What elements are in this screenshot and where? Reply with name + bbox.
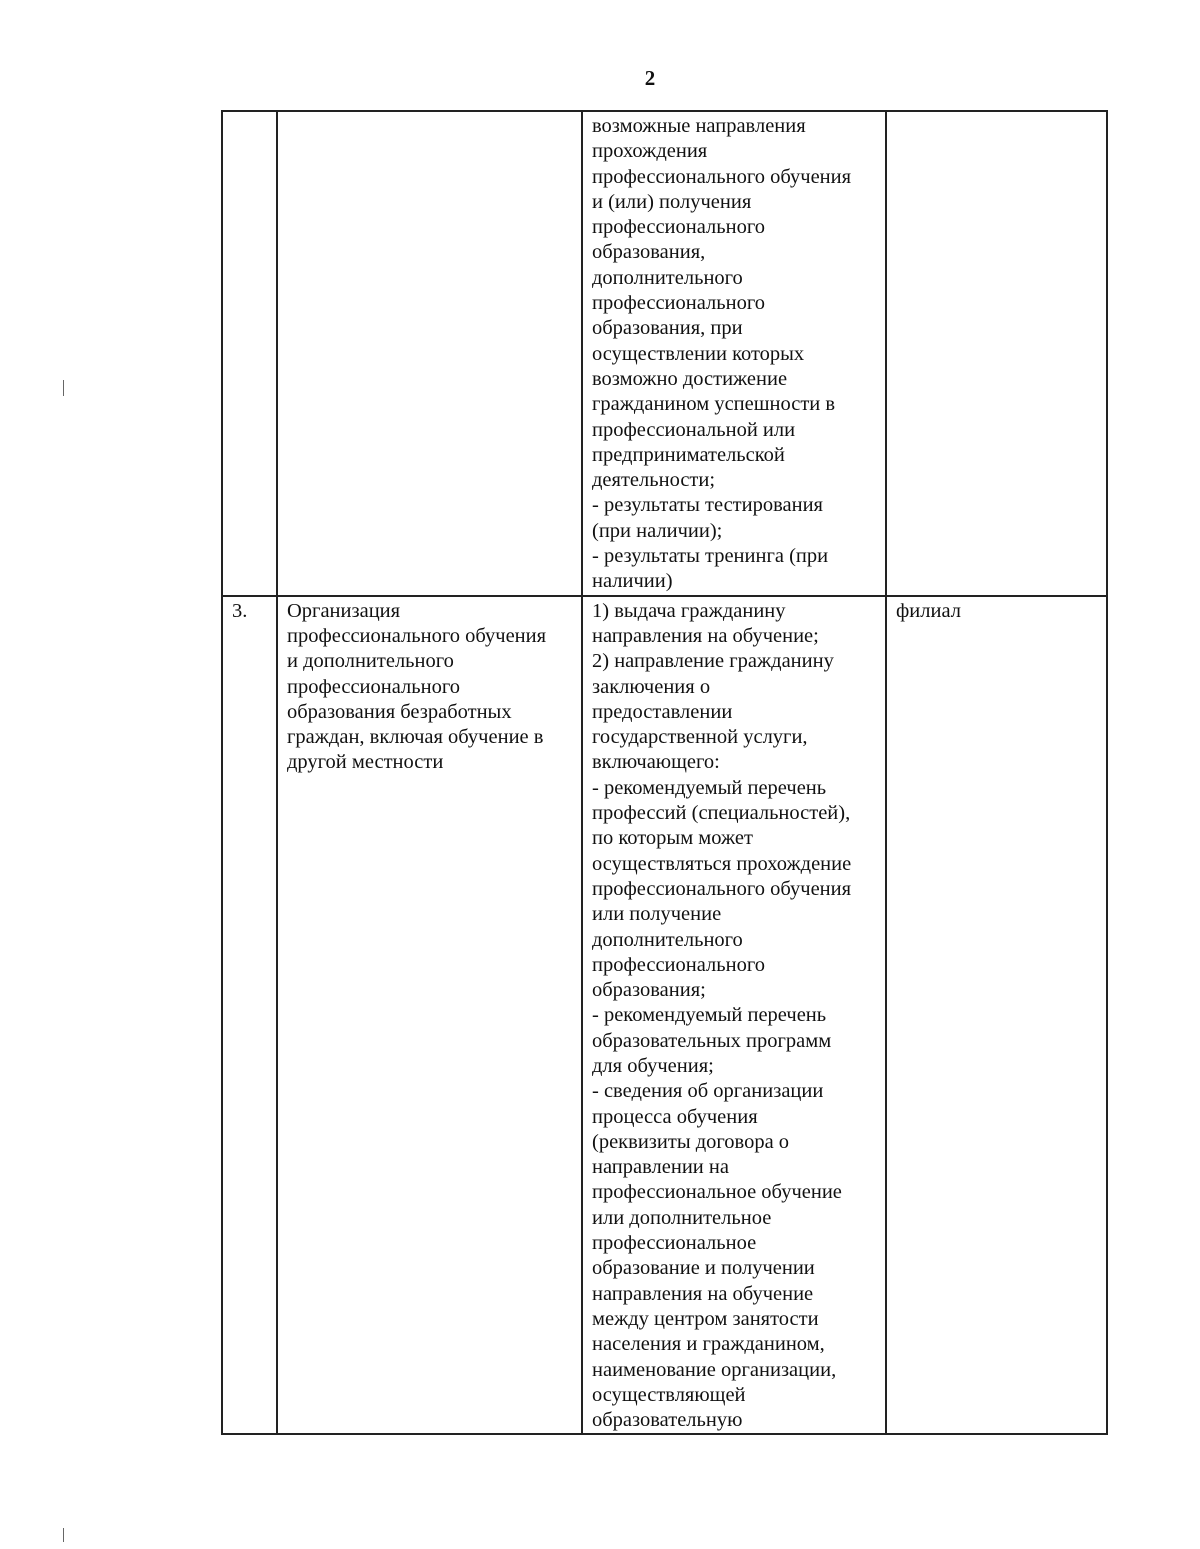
content-line: наличии) [592, 570, 673, 593]
service-name-line: профессионального [287, 675, 460, 698]
content-line: осуществлении которых [592, 342, 805, 365]
service-name-line: и дополнительного [287, 650, 454, 673]
content-line: профессионального [592, 216, 765, 239]
scan-mark [63, 1528, 64, 1542]
content-line: - рекомендуемый перечень [592, 1004, 827, 1027]
content-line: или получение [592, 903, 722, 926]
content-line: профессионального [592, 292, 765, 315]
content-line: возможно достижение [592, 367, 788, 390]
content-line: заключения о [592, 675, 711, 698]
service-name-cell [277, 596, 582, 1435]
content-line: направления на обучение [592, 1282, 814, 1305]
content-line: направления на обучение; [592, 624, 819, 647]
content-line: населения и гражданином, [592, 1333, 825, 1356]
service-name-line: граждан, включая обучение в [287, 726, 544, 749]
content-line: образование и получении [592, 1257, 815, 1280]
content-line: 2) направление гражданину [592, 650, 834, 673]
row-number-cell: 3. [222, 596, 277, 1435]
content-line: деятельности; [592, 469, 716, 492]
content-line: дополнительного [592, 266, 743, 289]
service-content-cell [582, 596, 886, 1435]
service-name-line: профессионального обучения [287, 624, 547, 647]
content-line: профессиональное [592, 1232, 757, 1255]
service-name-line: другой местности [287, 751, 444, 774]
content-line: образования, [592, 241, 706, 264]
content-line: профессионального [592, 953, 765, 976]
content-line: или дополнительное [592, 1206, 772, 1229]
content-line: - результаты тестирования [592, 494, 823, 517]
content-line: дополнительного [592, 928, 743, 951]
content-line: процесса обучения [592, 1105, 758, 1128]
page-number: 2 [644, 66, 656, 90]
table-row [222, 596, 1107, 1435]
service-name-line: образования безработных [287, 700, 512, 723]
content-line: профессиональной или [592, 418, 796, 441]
content-line: образовательных программ [592, 1029, 832, 1052]
service-content-cell [582, 111, 886, 596]
service-name-cell [277, 111, 582, 596]
row-number-cell [222, 111, 277, 596]
content-line: - сведения об организации [592, 1080, 824, 1103]
table-row [222, 111, 1107, 596]
content-line: профессионального обучения [592, 877, 852, 900]
content-line: профессионального обучения [592, 165, 852, 188]
executor-cell: филиал [886, 596, 1107, 1435]
content-line: наименование организации, [592, 1358, 837, 1381]
content-line: направлении на [592, 1156, 729, 1179]
content-line: образовательную [592, 1409, 743, 1432]
content-line: предоставлении [592, 700, 733, 723]
content-line: профессий (специальностей), [592, 802, 851, 825]
scan-mark [63, 380, 64, 396]
content-line: предпринимательской [592, 443, 785, 466]
content-line: образования; [592, 979, 706, 1002]
content-line: - результаты тренинга (при [592, 545, 829, 568]
content-line: (реквизиты договора о [592, 1130, 790, 1153]
content-line: по которым может [592, 827, 753, 850]
content-line: государственной услуги, [592, 726, 808, 749]
executor-cell [886, 111, 1107, 596]
content-line: осуществляться прохождение [592, 852, 852, 875]
content-line: для обучения; [592, 1054, 714, 1077]
services-table [221, 110, 1108, 1435]
content-line: гражданином успешности в [592, 393, 836, 416]
service-name-line: Организация [287, 599, 401, 622]
content-line: профессиональное обучение [592, 1181, 842, 1204]
content-line: и (или) получения [592, 190, 752, 213]
content-line: включающего: [592, 751, 720, 774]
content-line: - рекомендуемый перечень [592, 776, 827, 799]
content-line: образования, при [592, 317, 743, 340]
content-line: возможные направления [592, 115, 806, 137]
content-line: (при наличии); [592, 519, 723, 542]
content-line: 1) выдача гражданину [592, 599, 786, 622]
content-line: между центром занятости [592, 1307, 819, 1330]
content-line: осуществляющей [592, 1383, 746, 1406]
content-line: прохождения [592, 140, 708, 163]
